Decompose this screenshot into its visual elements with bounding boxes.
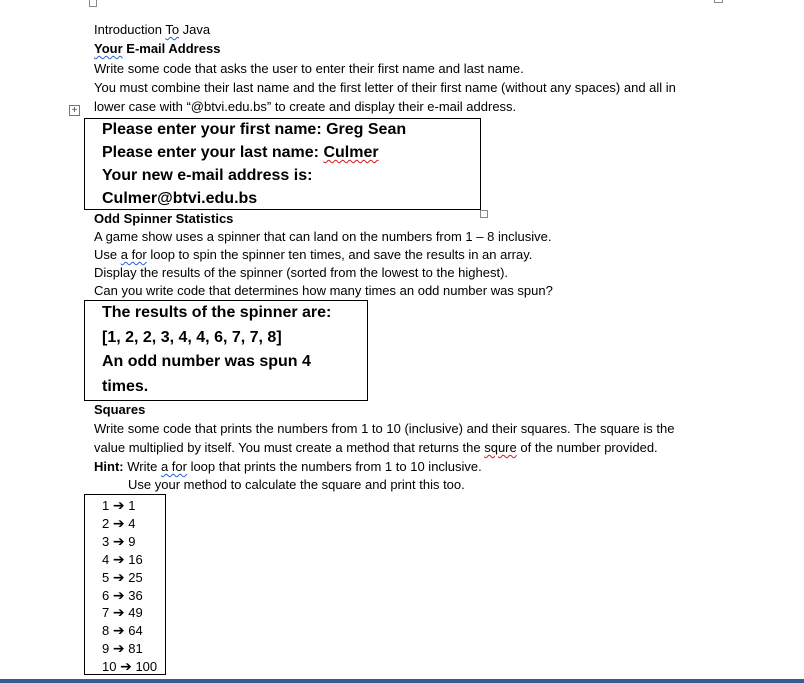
page-corner-handle[interactable] — [89, 0, 97, 7]
spinner-instructions-line-2: Use a for loop to spin the spinner ten times, and save the results in an array. — [94, 247, 533, 262]
arrow-right-icon: ➔ — [112, 497, 125, 513]
status-bar-edge — [0, 679, 804, 683]
arrow-right-icon: ➔ — [112, 622, 125, 638]
squares-instructions-line-1: Write some code that prints the numbers from 1 to 10 (inclusive) and their squares. The square is the — [94, 421, 675, 436]
email-output-box — [84, 118, 481, 210]
email-prompt-first-name: Please enter your first name: Greg Sean — [102, 121, 407, 138]
spinner-output-box — [84, 300, 368, 401]
odd-count-line-2: times. — [102, 378, 149, 395]
squares-row: 2 ➔ 4 — [102, 515, 136, 531]
arrow-right-icon: ➔ — [112, 640, 125, 656]
squares-row: 1 ➔ 1 — [102, 497, 136, 513]
squares-row: 6 ➔ 36 — [102, 587, 143, 603]
squares-row: 9 ➔ 81 — [102, 640, 143, 656]
squares-row: 5 ➔ 25 — [102, 569, 143, 585]
squares-output-box — [84, 494, 166, 675]
arrow-right-icon: ➔ — [112, 587, 125, 603]
email-section-heading: Your E-mail Address — [94, 41, 221, 56]
squares-hint: Hint: Write a for loop that prints the numbers from 1 to 10 inclusive. — [94, 459, 482, 474]
spinner-result-array: [1, 2, 2, 3, 4, 4, 6, 7, 7, 8] — [102, 329, 282, 346]
email-prompt-last-name: Please enter your last name: Culmer — [102, 144, 379, 161]
email-result-value: Culmer@btvi.edu.bs — [102, 190, 258, 207]
page-edge-marker — [714, 0, 723, 3]
squares-row: 8 ➔ 64 — [102, 622, 143, 638]
arrow-right-icon: ➔ — [112, 569, 125, 585]
arrow-right-icon: ➔ — [112, 533, 125, 549]
arrow-right-icon: ➔ — [112, 515, 125, 531]
squares-row: 4 ➔ 16 — [102, 551, 143, 567]
squares-instructions-line-2: value multiplied by itself. You must create a method that returns the squre of the number provided. — [94, 440, 658, 455]
box-resize-handle[interactable] — [480, 210, 488, 218]
arrow-right-icon: ➔ — [112, 551, 125, 567]
squares-row: 10 ➔ 100 — [102, 658, 158, 674]
spinner-result-label: The results of the spinner are: — [102, 304, 332, 321]
odd-count-line-1: An odd number was spun 4 — [102, 353, 311, 370]
email-result-label: Your new e-mail address is: — [102, 167, 313, 184]
squares-row: 7 ➔ 49 — [102, 604, 143, 620]
squares-row: 3 ➔ 9 — [102, 533, 136, 549]
spinner-instructions-line-1: A game show uses a spinner that can land on the numbers from 1 – 8 inclusive. — [94, 229, 552, 244]
spinner-instructions-line-3: Display the results of the spinner (sorted from the lowest to the highest). — [94, 265, 509, 280]
squares-section-heading: Squares — [94, 402, 146, 417]
email-instructions-line-2: You must combine their last name and the first letter of their first name (without any spaces) and all in — [94, 80, 676, 95]
spinner-instructions-line-4: Can you write code that determines how many times an odd number was spun? — [94, 283, 553, 298]
table-move-handle-icon[interactable]: + — [69, 105, 80, 116]
document-title: Introduction To Java — [94, 22, 211, 37]
arrow-right-icon: ➔ — [120, 658, 132, 674]
squares-instructions-line-4: Use your method to calculate the square and print this too. — [128, 477, 465, 492]
email-instructions-line-1: Write some code that asks the user to enter their first name and last name. — [94, 61, 524, 76]
arrow-right-icon: ➔ — [112, 604, 125, 620]
spinner-section-heading: Odd Spinner Statistics — [94, 211, 234, 226]
email-instructions-line-3: lower case with “@btvi.edu.bs” to create and display their e-mail address. — [94, 99, 517, 114]
